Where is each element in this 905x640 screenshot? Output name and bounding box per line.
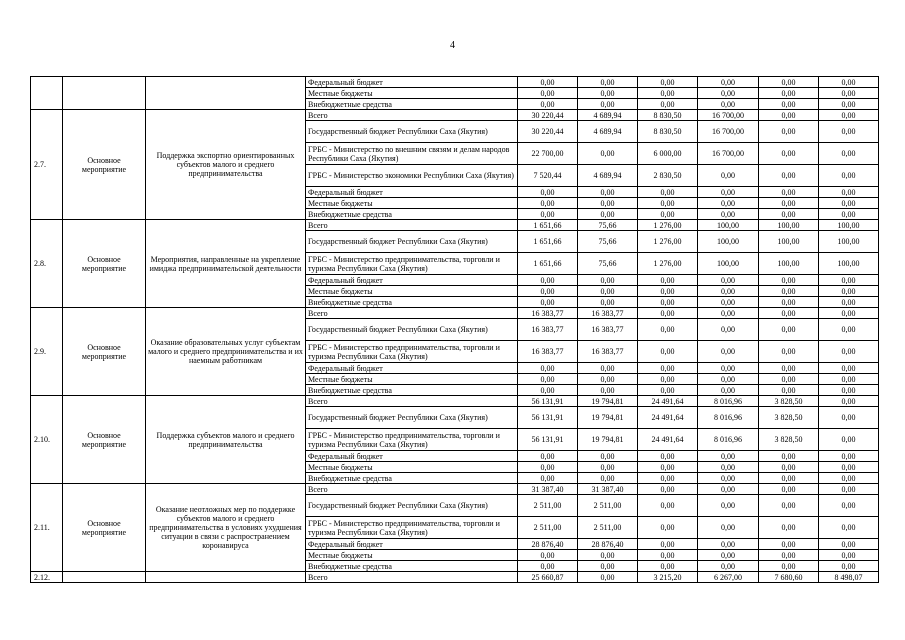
amount-cell: 16 383,77 — [518, 308, 578, 319]
amount-cell: 0,00 — [819, 319, 879, 341]
amount-cell: 2 511,00 — [518, 495, 578, 517]
amount-cell: 0,00 — [759, 495, 819, 517]
amount-cell: 0,00 — [759, 275, 819, 286]
budget-table-body — [31, 77, 879, 583]
item-type: Основное мероприятие — [63, 110, 146, 220]
amount-cell: 0,00 — [819, 121, 879, 143]
amount-cell: 0,00 — [578, 297, 638, 308]
amount-cell: 0,00 — [819, 363, 879, 374]
amount-cell: 3 828,50 — [759, 407, 819, 429]
amount-cell: 0,00 — [759, 99, 819, 110]
funding-source: Федеральный бюджет — [306, 539, 518, 550]
item-name: Мероприятия, направленные на укрепление имиджа предпринимательской деятельности — [146, 220, 306, 308]
amount-cell: 0,00 — [819, 198, 879, 209]
amount-cell: 100,00 — [759, 253, 819, 275]
amount-cell: 0,00 — [759, 297, 819, 308]
amount-cell: 19 794,81 — [578, 429, 638, 451]
amount-cell: 75,66 — [578, 231, 638, 253]
funding-source: Государственный бюджет Республики Саха (Якутия) — [306, 319, 518, 341]
amount-cell: 0,00 — [759, 77, 819, 88]
amount-cell: 0,00 — [698, 484, 759, 495]
amount-cell: 0,00 — [819, 275, 879, 286]
amount-cell: 0,00 — [578, 572, 638, 583]
funding-source: Всего — [306, 396, 518, 407]
amount-cell: 0,00 — [819, 561, 879, 572]
amount-cell: 0,00 — [578, 198, 638, 209]
amount-cell: 100,00 — [759, 220, 819, 231]
amount-cell: 0,00 — [819, 143, 879, 165]
amount-cell: 0,00 — [578, 187, 638, 198]
amount-cell: 0,00 — [759, 363, 819, 374]
amount-cell: 56 131,91 — [518, 407, 578, 429]
amount-cell: 2 830,50 — [638, 165, 698, 187]
amount-cell: 0,00 — [698, 561, 759, 572]
amount-cell: 0,00 — [819, 297, 879, 308]
amount-cell: 0,00 — [578, 462, 638, 473]
amount-cell: 0,00 — [759, 286, 819, 297]
amount-cell: 0,00 — [518, 88, 578, 99]
amount-cell: 0,00 — [819, 308, 879, 319]
amount-cell: 8 830,50 — [638, 121, 698, 143]
amount-cell: 2 511,00 — [518, 517, 578, 539]
amount-cell: 0,00 — [759, 110, 819, 121]
funding-source: Всего — [306, 110, 518, 121]
amount-cell: 8 498,07 — [819, 572, 879, 583]
table-row — [31, 484, 879, 495]
amount-cell: 0,00 — [638, 209, 698, 220]
amount-cell: 0,00 — [518, 77, 578, 88]
amount-cell: 0,00 — [578, 374, 638, 385]
amount-cell: 0,00 — [759, 451, 819, 462]
amount-cell: 0,00 — [638, 198, 698, 209]
funding-source: ГРБС - Министерство предпринимательства, торговли и туризма Республики Саха (Якутия) — [306, 341, 518, 363]
item-name: Оказание неотложных мер по поддержке субъектов малого и среднего предпринимательства в условиях ухудшения ситуации в связи с распространением коронавируса — [146, 484, 306, 572]
amount-cell: 0,00 — [759, 88, 819, 99]
amount-cell: 0,00 — [819, 110, 879, 121]
amount-cell: 0,00 — [698, 539, 759, 550]
amount-cell: 16 383,77 — [578, 308, 638, 319]
amount-cell: 0,00 — [698, 462, 759, 473]
amount-cell: 0,00 — [698, 88, 759, 99]
amount-cell: 0,00 — [819, 539, 879, 550]
amount-cell: 0,00 — [759, 561, 819, 572]
amount-cell: 0,00 — [819, 396, 879, 407]
amount-cell: 0,00 — [819, 473, 879, 484]
item-number: 2.12. — [31, 572, 63, 583]
amount-cell: 0,00 — [638, 473, 698, 484]
item-number — [31, 77, 63, 110]
amount-cell: 25 660,87 — [518, 572, 578, 583]
amount-cell: 0,00 — [638, 363, 698, 374]
funding-source: Внебюджетные средства — [306, 561, 518, 572]
amount-cell: 100,00 — [819, 253, 879, 275]
amount-cell: 0,00 — [698, 363, 759, 374]
amount-cell: 100,00 — [759, 231, 819, 253]
amount-cell: 0,00 — [638, 99, 698, 110]
amount-cell: 16 700,00 — [698, 110, 759, 121]
amount-cell: 0,00 — [819, 484, 879, 495]
amount-cell: 100,00 — [698, 253, 759, 275]
amount-cell: 0,00 — [819, 209, 879, 220]
amount-cell: 0,00 — [518, 473, 578, 484]
amount-cell: 7 680,60 — [759, 572, 819, 583]
amount-cell: 1 276,00 — [638, 253, 698, 275]
amount-cell: 0,00 — [698, 473, 759, 484]
amount-cell: 0,00 — [638, 451, 698, 462]
amount-cell: 0,00 — [638, 385, 698, 396]
amount-cell: 0,00 — [638, 374, 698, 385]
item-number: 2.9. — [31, 308, 63, 396]
amount-cell: 0,00 — [578, 88, 638, 99]
amount-cell: 16 383,77 — [518, 319, 578, 341]
amount-cell: 0,00 — [698, 198, 759, 209]
table-row — [31, 396, 879, 407]
amount-cell: 0,00 — [638, 550, 698, 561]
amount-cell: 0,00 — [759, 187, 819, 198]
amount-cell: 8 016,96 — [698, 407, 759, 429]
amount-cell: 8 830,50 — [638, 110, 698, 121]
amount-cell: 31 387,40 — [518, 484, 578, 495]
funding-source: Внебюджетные средства — [306, 297, 518, 308]
amount-cell: 0,00 — [578, 209, 638, 220]
amount-cell: 8 016,96 — [698, 396, 759, 407]
table-row — [31, 220, 879, 231]
funding-source: Федеральный бюджет — [306, 451, 518, 462]
amount-cell: 100,00 — [819, 220, 879, 231]
amount-cell: 30 220,44 — [518, 121, 578, 143]
amount-cell: 0,00 — [759, 473, 819, 484]
amount-cell: 0,00 — [698, 165, 759, 187]
amount-cell: 7 520,44 — [518, 165, 578, 187]
funding-source: Федеральный бюджет — [306, 187, 518, 198]
funding-source: Федеральный бюджет — [306, 363, 518, 374]
amount-cell: 22 700,00 — [518, 143, 578, 165]
amount-cell: 0,00 — [638, 297, 698, 308]
amount-cell: 0,00 — [819, 385, 879, 396]
item-number: 2.8. — [31, 220, 63, 308]
funding-source: ГРБС - Министерство предпринимательства, торговли и туризма Республики Саха (Якутия) — [306, 253, 518, 275]
item-type: Основное мероприятие — [63, 396, 146, 484]
amount-cell: 0,00 — [638, 539, 698, 550]
amount-cell: 0,00 — [638, 286, 698, 297]
amount-cell: 1 276,00 — [638, 231, 698, 253]
item-type: Основное мероприятие — [63, 484, 146, 572]
amount-cell: 56 131,91 — [518, 429, 578, 451]
amount-cell: 0,00 — [759, 385, 819, 396]
amount-cell: 0,00 — [759, 319, 819, 341]
amount-cell: 0,00 — [759, 308, 819, 319]
amount-cell: 0,00 — [518, 561, 578, 572]
amount-cell: 0,00 — [698, 341, 759, 363]
amount-cell: 100,00 — [698, 231, 759, 253]
amount-cell: 0,00 — [759, 165, 819, 187]
amount-cell: 0,00 — [638, 561, 698, 572]
amount-cell: 0,00 — [518, 275, 578, 286]
amount-cell: 0,00 — [819, 341, 879, 363]
amount-cell: 0,00 — [698, 297, 759, 308]
amount-cell: 0,00 — [518, 451, 578, 462]
amount-cell: 100,00 — [698, 220, 759, 231]
amount-cell: 0,00 — [819, 99, 879, 110]
amount-cell: 0,00 — [578, 286, 638, 297]
funding-source: Государственный бюджет Республики Саха (Якутия) — [306, 407, 518, 429]
item-name: Поддержка экспортно ориентированных субъектов малого и среднего предпринимательства — [146, 110, 306, 220]
amount-cell: 19 794,81 — [578, 396, 638, 407]
amount-cell: 1 276,00 — [638, 220, 698, 231]
amount-cell: 0,00 — [638, 484, 698, 495]
amount-cell: 1 651,66 — [518, 253, 578, 275]
amount-cell: 0,00 — [698, 495, 759, 517]
amount-cell: 0,00 — [518, 374, 578, 385]
amount-cell: 0,00 — [759, 462, 819, 473]
amount-cell: 0,00 — [698, 275, 759, 286]
amount-cell: 0,00 — [578, 451, 638, 462]
amount-cell: 28 876,40 — [578, 539, 638, 550]
amount-cell: 24 491,64 — [638, 396, 698, 407]
amount-cell: 0,00 — [518, 297, 578, 308]
amount-cell: 0,00 — [819, 187, 879, 198]
amount-cell: 0,00 — [578, 550, 638, 561]
amount-cell: 0,00 — [698, 286, 759, 297]
amount-cell: 31 387,40 — [578, 484, 638, 495]
amount-cell: 0,00 — [819, 77, 879, 88]
amount-cell: 2 511,00 — [578, 517, 638, 539]
amount-cell: 0,00 — [698, 187, 759, 198]
amount-cell: 3 828,50 — [759, 429, 819, 451]
amount-cell: 0,00 — [578, 99, 638, 110]
amount-cell: 0,00 — [698, 77, 759, 88]
item-type — [63, 572, 146, 583]
amount-cell: 0,00 — [819, 451, 879, 462]
amount-cell: 0,00 — [518, 385, 578, 396]
amount-cell: 0,00 — [518, 198, 578, 209]
page-number: 4 — [450, 40, 455, 51]
amount-cell: 0,00 — [638, 341, 698, 363]
amount-cell: 0,00 — [819, 429, 879, 451]
funding-source: Внебюджетные средства — [306, 473, 518, 484]
amount-cell: 0,00 — [638, 517, 698, 539]
amount-cell: 0,00 — [578, 363, 638, 374]
amount-cell: 4 689,94 — [578, 121, 638, 143]
funding-source: Местные бюджеты — [306, 88, 518, 99]
funding-source: Всего — [306, 308, 518, 319]
amount-cell: 30 220,44 — [518, 110, 578, 121]
amount-cell: 0,00 — [518, 209, 578, 220]
funding-source: Государственный бюджет Республики Саха (Якутия) — [306, 121, 518, 143]
item-name: Оказание образовательных услуг субъектам малого и среднего предпринимательства и их наемным работникам — [146, 308, 306, 396]
amount-cell: 0,00 — [759, 341, 819, 363]
amount-cell: 0,00 — [759, 198, 819, 209]
funding-source: Местные бюджеты — [306, 374, 518, 385]
item-name: Поддержка субъектов малого и среднего предпринимательства — [146, 396, 306, 484]
funding-source: Всего — [306, 484, 518, 495]
amount-cell: 0,00 — [819, 88, 879, 99]
amount-cell: 0,00 — [638, 495, 698, 517]
table-row — [31, 308, 879, 319]
amount-cell: 0,00 — [819, 165, 879, 187]
amount-cell: 24 491,64 — [638, 407, 698, 429]
amount-cell: 0,00 — [819, 495, 879, 517]
amount-cell: 4 689,94 — [578, 110, 638, 121]
item-type: Основное мероприятие — [63, 308, 146, 396]
amount-cell: 1 651,66 — [518, 231, 578, 253]
amount-cell: 75,66 — [578, 253, 638, 275]
amount-cell: 0,00 — [759, 539, 819, 550]
funding-source: Федеральный бюджет — [306, 275, 518, 286]
amount-cell: 16 383,77 — [578, 341, 638, 363]
amount-cell: 0,00 — [819, 407, 879, 429]
funding-source: Всего — [306, 572, 518, 583]
amount-cell: 0,00 — [759, 374, 819, 385]
amount-cell: 0,00 — [819, 374, 879, 385]
amount-cell: 28 876,40 — [518, 539, 578, 550]
funding-source: ГРБС - Министерство экономики Республики Саха (Якутия) — [306, 165, 518, 187]
amount-cell: 0,00 — [698, 99, 759, 110]
amount-cell: 0,00 — [759, 484, 819, 495]
item-number: 2.11. — [31, 484, 63, 572]
amount-cell: 16 700,00 — [698, 143, 759, 165]
funding-source: Внебюджетные средства — [306, 385, 518, 396]
amount-cell: 6 000,00 — [638, 143, 698, 165]
amount-cell: 100,00 — [819, 231, 879, 253]
funding-source: Внебюджетные средства — [306, 99, 518, 110]
amount-cell: 0,00 — [518, 99, 578, 110]
funding-source: Внебюджетные средства — [306, 209, 518, 220]
amount-cell: 0,00 — [518, 286, 578, 297]
item-name — [146, 572, 306, 583]
amount-cell: 6 267,00 — [698, 572, 759, 583]
amount-cell: 0,00 — [638, 88, 698, 99]
funding-source: ГРБС - Министерство предпринимательства, торговли и туризма Республики Саха (Якутия) — [306, 429, 518, 451]
amount-cell: 0,00 — [638, 77, 698, 88]
amount-cell: 0,00 — [638, 319, 698, 341]
amount-cell: 0,00 — [578, 385, 638, 396]
funding-source: ГРБС - Министерство предпринимательства, торговли и туризма Республики Саха (Якутия) — [306, 517, 518, 539]
amount-cell: 75,66 — [578, 220, 638, 231]
item-number: 2.10. — [31, 396, 63, 484]
amount-cell: 0,00 — [698, 517, 759, 539]
amount-cell: 16 383,77 — [518, 341, 578, 363]
amount-cell: 0,00 — [518, 187, 578, 198]
amount-cell: 0,00 — [759, 517, 819, 539]
amount-cell: 0,00 — [698, 374, 759, 385]
funding-source: Всего — [306, 220, 518, 231]
amount-cell: 4 689,94 — [578, 165, 638, 187]
item-number: 2.7. — [31, 110, 63, 220]
amount-cell: 0,00 — [819, 462, 879, 473]
amount-cell: 0,00 — [698, 209, 759, 220]
amount-cell: 56 131,91 — [518, 396, 578, 407]
amount-cell: 0,00 — [759, 550, 819, 561]
amount-cell: 1 651,66 — [518, 220, 578, 231]
amount-cell: 0,00 — [578, 77, 638, 88]
amount-cell: 24 491,64 — [638, 429, 698, 451]
amount-cell: 3 828,50 — [759, 396, 819, 407]
amount-cell: 0,00 — [638, 308, 698, 319]
funding-source: Местные бюджеты — [306, 198, 518, 209]
amount-cell: 0,00 — [759, 143, 819, 165]
amount-cell: 19 794,81 — [578, 407, 638, 429]
amount-cell: 16 700,00 — [698, 121, 759, 143]
funding-source: Местные бюджеты — [306, 286, 518, 297]
amount-cell: 0,00 — [759, 121, 819, 143]
amount-cell: 0,00 — [638, 187, 698, 198]
amount-cell: 0,00 — [638, 275, 698, 286]
amount-cell: 0,00 — [518, 363, 578, 374]
amount-cell: 0,00 — [819, 286, 879, 297]
amount-cell: 0,00 — [698, 550, 759, 561]
funding-source: Государственный бюджет Республики Саха (Якутия) — [306, 231, 518, 253]
amount-cell: 3 215,20 — [638, 572, 698, 583]
amount-cell: 16 383,77 — [578, 319, 638, 341]
amount-cell: 0,00 — [698, 451, 759, 462]
item-name — [146, 77, 306, 110]
item-type: Основное мероприятие — [63, 220, 146, 308]
amount-cell: 0,00 — [819, 550, 879, 561]
table-row — [31, 77, 879, 88]
amount-cell: 0,00 — [638, 462, 698, 473]
amount-cell: 0,00 — [518, 462, 578, 473]
amount-cell: 0,00 — [578, 561, 638, 572]
amount-cell: 0,00 — [698, 308, 759, 319]
amount-cell: 0,00 — [578, 275, 638, 286]
funding-source: Местные бюджеты — [306, 462, 518, 473]
amount-cell: 0,00 — [698, 319, 759, 341]
amount-cell: 0,00 — [518, 550, 578, 561]
table-row — [31, 110, 879, 121]
amount-cell: 0,00 — [578, 473, 638, 484]
amount-cell: 0,00 — [698, 385, 759, 396]
funding-source: ГРБС - Министерство по внешним связям и делам народов Республики Саха (Якутия) — [306, 143, 518, 165]
funding-source: Государственный бюджет Республики Саха (Якутия) — [306, 495, 518, 517]
amount-cell: 8 016,96 — [698, 429, 759, 451]
amount-cell: 2 511,00 — [578, 495, 638, 517]
amount-cell: 0,00 — [578, 143, 638, 165]
amount-cell: 0,00 — [819, 517, 879, 539]
funding-source: Местные бюджеты — [306, 550, 518, 561]
amount-cell: 0,00 — [759, 209, 819, 220]
table-row — [31, 572, 879, 583]
item-type — [63, 77, 146, 110]
budget-table — [30, 76, 879, 583]
funding-source: Федеральный бюджет — [306, 77, 518, 88]
